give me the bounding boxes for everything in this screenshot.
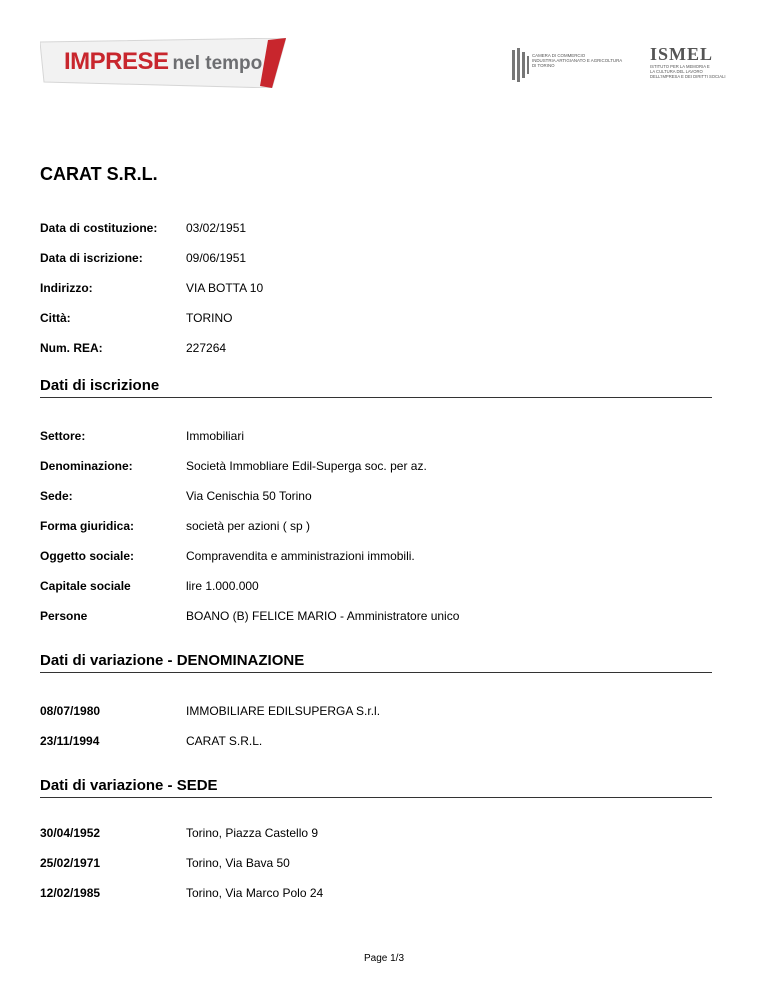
page-number: Page 1/3 <box>363 953 405 964</box>
field-value: Compravendita e amministrazioni immobili. <box>186 549 415 563</box>
ismel-tagline-3: DELL'IMPRESA E DEI DIRITTI SOCIALI <box>650 74 726 79</box>
section-title-var-sede: Dati di variazione - SEDE <box>40 777 712 798</box>
field-value: lire 1.000.000 <box>186 579 259 593</box>
field-value: 227264 <box>186 341 227 355</box>
field-label: Oggetto sociale: <box>40 549 135 563</box>
variation-date: 25/02/1971 <box>40 856 101 870</box>
imprese-nel-tempo-logo <box>40 38 286 88</box>
field-label: Data di iscrizione: <box>40 251 143 265</box>
field-label: Capitale sociale <box>40 579 131 593</box>
field-label: Persone <box>40 609 88 623</box>
camera-di-commercio-logo <box>512 48 632 88</box>
field-value: TORINO <box>186 311 233 325</box>
variation-date: 08/07/1980 <box>40 704 101 718</box>
cciaa-line-1: CAMERA DI COMMERCIO <box>532 53 586 58</box>
cciaa-text <box>532 53 636 68</box>
field-value: BOANO (B) FELICE MARIO - Amministratore unico <box>186 609 460 623</box>
field-label: Settore: <box>40 429 86 443</box>
section-title-iscrizione: Dati di iscrizione <box>40 377 712 398</box>
variation-value: IMMOBILIARE EDILSUPERGA S.r.l. <box>186 704 381 718</box>
field-value: Società Immobliare Edil-Superga soc. per az. <box>186 459 427 473</box>
variation-date: 23/11/1994 <box>40 734 100 748</box>
field-label: Denominazione: <box>40 459 133 473</box>
field-label: Num. REA: <box>40 341 103 355</box>
ismel-tagline-1: ISTITUTO PER LA MEMORIA E <box>650 64 710 69</box>
company-name: CARAT S.R.L. <box>40 164 158 184</box>
variation-value: Torino, Via Bava 50 <box>186 856 290 870</box>
variation-value: CARAT S.R.L. <box>186 734 263 748</box>
field-value: VIA BOTTA 10 <box>186 281 264 295</box>
variation-date: 30/04/1952 <box>40 826 101 840</box>
variation-date: 12/02/1985 <box>40 886 101 900</box>
field-value: 03/02/1951 <box>186 221 247 235</box>
field-label: Sede: <box>40 489 73 503</box>
field-label: Forma giuridica: <box>40 519 135 533</box>
logo-wordmark <box>64 48 262 76</box>
ismel-logo <box>650 46 730 86</box>
logo-word-nel-tempo: nel tempo <box>172 53 263 74</box>
ismel-tagline <box>650 64 726 79</box>
cciaa-line-2: INDUSTRIA ARTIGIANATO E AGRICOLTURA <box>532 58 623 63</box>
section-title-var-denominazione: Dati di variazione - DENOMINAZIONE <box>40 652 712 673</box>
field-label: Data di costituzione: <box>40 221 158 235</box>
cciaa-line-3: DI TORINO <box>532 63 555 68</box>
cciaa-emblem-icon <box>512 48 530 82</box>
variation-value: Torino, Piazza Castello 9 <box>186 826 319 840</box>
variation-value: Torino, Via Marco Polo 24 <box>186 886 324 900</box>
field-label: Città: <box>40 311 71 325</box>
ismel-tagline-2: LA CULTURA DEL LAVORO <box>650 69 703 74</box>
field-value: Immobiliari <box>186 429 245 443</box>
field-label: Indirizzo: <box>40 281 93 295</box>
logo-word-imprese: IMPRESE <box>64 48 169 75</box>
field-value: 09/06/1951 <box>186 251 247 265</box>
ismel-name: ISMEL <box>650 44 714 64</box>
field-value: Via Cenischia 50 Torino <box>186 489 312 503</box>
field-value: società per azioni ( sp ) <box>186 519 311 533</box>
